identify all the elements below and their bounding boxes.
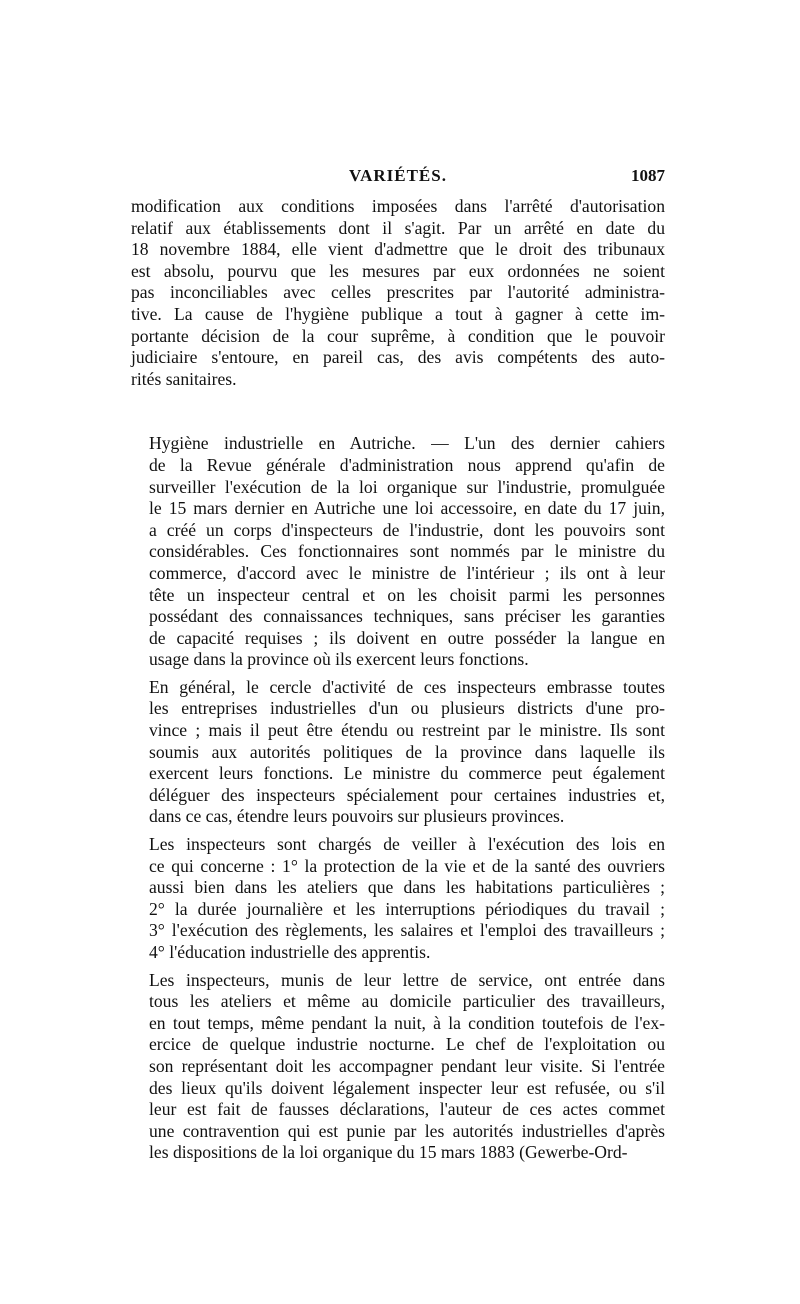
text-line: dans ce cas, étendre leurs pouvoirs sur plusieurs provinces. bbox=[149, 806, 565, 827]
text-line: en tout temps, même pendant la nuit, à la condition toutefois de l'ex- bbox=[149, 1012, 665, 1033]
text-line: de la Revue générale d'administration nous apprend qu'afin de bbox=[149, 454, 665, 475]
text-line: déléguer des inspecteurs spécialement pour certaines industries et, bbox=[149, 784, 665, 805]
text-line: Les inspecteurs sont chargés de veiller à l'exécution des lois en bbox=[149, 834, 665, 855]
text-line: commerce, d'accord avec le ministre de l'intérieur ; ils ont à leur bbox=[149, 562, 665, 583]
paragraph bbox=[131, 834, 665, 964]
text-line: 2° la durée journalière et les interruptions périodiques du travail ; bbox=[149, 898, 665, 919]
page-number: 1087 bbox=[631, 166, 665, 185]
running-title: VARIÉTÉS. bbox=[349, 166, 447, 185]
text-line: Les inspecteurs, munis de leur lettre de service, ont entrée dans bbox=[149, 969, 665, 990]
text-line: usage dans la province où ils exercent leurs fonctions. bbox=[149, 649, 529, 670]
text-line: En général, le cercle d'activité de ces inspecteurs embrasse toutes bbox=[149, 676, 665, 697]
section-heading-line: Hygiène industrielle en Autriche. — L'un des dernier cahiers bbox=[149, 433, 665, 454]
text-line: tête un inspecteur central et on les choisit parmi les personnes bbox=[149, 584, 665, 605]
paragraph bbox=[131, 970, 665, 1164]
body-text bbox=[131, 196, 665, 1164]
paragraph bbox=[131, 433, 665, 671]
text-line: judiciaire s'entoure, en pareil cas, des avis compétents des auto- bbox=[131, 347, 665, 368]
paragraph bbox=[131, 196, 665, 390]
text-line: a créé un corps d'inspecteurs de l'industrie, dont les pouvoirs sont bbox=[149, 519, 665, 540]
text-line: 4° l'éducation industrielle des apprentis. bbox=[149, 942, 431, 962]
text-line: les entreprises industrielles d'un ou plusieurs districts d'une pro- bbox=[149, 698, 665, 719]
text-line: son représentant doit les accompagner pendant leur visite. Si l'entrée bbox=[149, 1055, 665, 1076]
section-gap bbox=[131, 390, 665, 433]
text-line: tous les ateliers et même au domicile particulier des travailleurs, bbox=[149, 991, 665, 1012]
text-line: de capacité requises ; ils doivent en outre posséder la langue en bbox=[149, 627, 665, 648]
text-line: surveiller l'exécution de la loi organique sur l'industrie, promulguée bbox=[149, 476, 665, 497]
text-line: ce qui concerne : 1° la protection de la vie et de la santé des ouvriers bbox=[149, 855, 665, 876]
text-line: ercice de quelque industrie nocturne. Le chef de l'exploitation ou bbox=[149, 1034, 665, 1055]
text-line: modification aux conditions imposées dans l'arrêté d'autorisation bbox=[131, 196, 665, 216]
text-line: 3° l'exécution des règlements, les salaires et l'emploi des travailleurs ; bbox=[149, 920, 665, 941]
text-line: 18 novembre 1884, elle vient d'admettre que le droit des tribunaux bbox=[131, 239, 665, 260]
text-line: pas inconciliables avec celles prescrites par l'autorité administra- bbox=[131, 282, 665, 303]
text-line: des lieux qu'ils doivent légalement inspecter leur est refusée, ou s'il bbox=[149, 1077, 665, 1098]
text-line: le 15 mars dernier en Autriche une loi accessoire, en date du 17 juin, bbox=[149, 498, 665, 519]
text-line: vince ; mais il peut être étendu ou restreint par le ministre. Ils sont bbox=[149, 720, 665, 741]
text-line: aussi bien dans les ateliers que dans les habitations particulières ; bbox=[149, 877, 665, 898]
text-line: leur est fait de fausses déclarations, l'auteur de ces actes commet bbox=[149, 1099, 665, 1120]
text-line: est absolu, pourvu que les mesures par eux ordonnées ne soient bbox=[131, 260, 665, 281]
text-line: les dispositions de la loi organique du 15 mars 1883 (Gewerbe-Ord- bbox=[149, 1142, 628, 1163]
text-line: portante décision de la cour suprême, à condition que le pouvoir bbox=[131, 325, 665, 346]
text-line: rités sanitaires. bbox=[131, 368, 237, 389]
text-line: une contravention qui est punie par les autorités industrielles d'après bbox=[149, 1120, 665, 1141]
text-line: considérables. Ces fonctionnaires sont nommés par le ministre du bbox=[149, 541, 665, 562]
text-line: tive. La cause de l'hygiène publique a tout à gagner à cette im- bbox=[131, 303, 665, 324]
text-line: possédant des connaissances techniques, sans préciser les garanties bbox=[149, 606, 665, 627]
paragraph bbox=[131, 677, 665, 828]
text-line: relatif aux établissements dont il s'agit. Par un arrêté en date du bbox=[131, 217, 665, 238]
document-page bbox=[131, 166, 665, 1164]
text-line: soumis aux autorités politiques de la province dans laquelle ils bbox=[149, 741, 665, 762]
page-header bbox=[131, 166, 665, 196]
text-line: exercent leurs fonctions. Le ministre du commerce peut également bbox=[149, 763, 665, 784]
